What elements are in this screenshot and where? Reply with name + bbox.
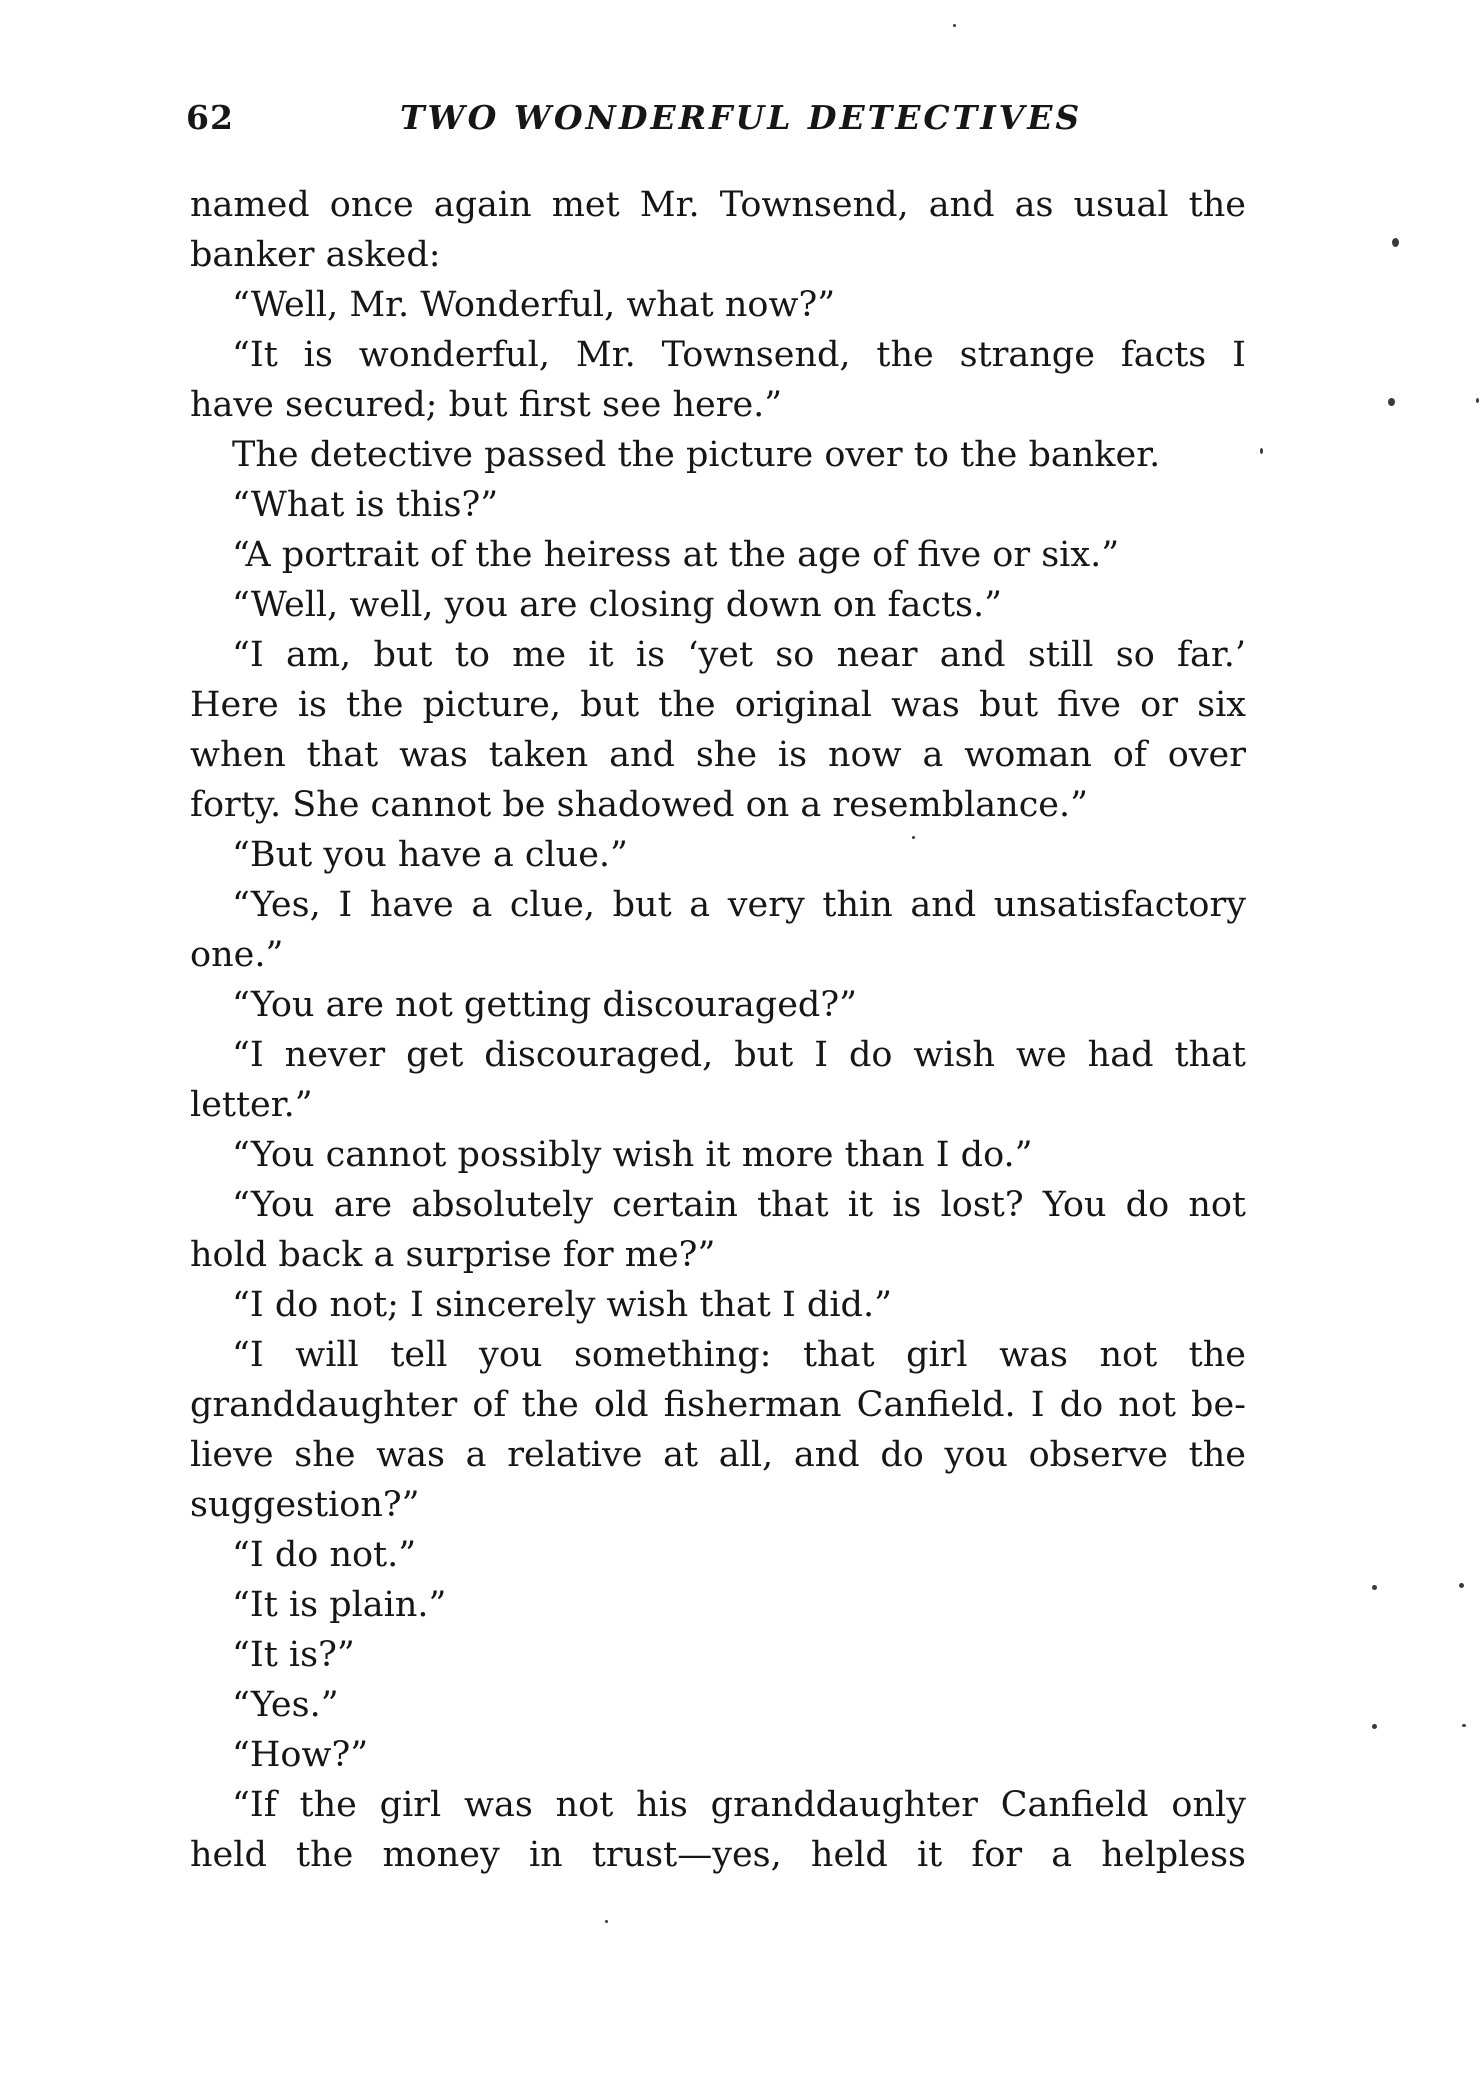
text-line: “You are absolutely certain that it is lost? You do not — [232, 1185, 1246, 1225]
text-line: letter.” — [190, 1085, 313, 1125]
text-line: “It is plain.” — [232, 1585, 447, 1625]
scan-speck — [1372, 1724, 1377, 1729]
text-line: forty. She cannot be shadowed on a resemblance.” — [190, 785, 1089, 825]
text-line: “A portrait of the heiress at the age of five or six.” — [232, 535, 1120, 575]
text-line: suggestion?” — [190, 1485, 420, 1525]
text-line: “You are not getting discouraged?” — [232, 985, 857, 1025]
text-line: have secured; but first see here.” — [190, 385, 783, 425]
scan-speck — [1388, 398, 1395, 406]
text-line: “I will tell you something: that girl was not the — [232, 1335, 1246, 1375]
text-line: hold back a surprise for me?” — [190, 1235, 716, 1275]
scan-speck — [605, 1920, 608, 1923]
scan-speck — [1476, 398, 1479, 403]
text-line: held the money in trust—yes, held it for a helpless — [190, 1835, 1246, 1875]
scan-speck — [912, 836, 915, 839]
text-line: “I do not; I sincerely wish that I did.” — [232, 1285, 892, 1325]
scan-speck — [1372, 1585, 1377, 1590]
text-line: “What is this?” — [232, 485, 499, 525]
text-line: Here is the picture, but the original was but five or six — [190, 685, 1246, 725]
scan-speck — [1459, 1583, 1464, 1588]
text-line: “If the girl was not his granddaughter Canfield only — [232, 1785, 1246, 1825]
text-line: “But you have a clue.” — [232, 835, 628, 875]
body-text — [190, 180, 1246, 1880]
text-line: named once again met Mr. Townsend, and as usual the — [190, 185, 1246, 225]
text-line: one.” — [190, 935, 284, 975]
text-line: “You cannot possibly wish it more than I do.” — [232, 1135, 1033, 1175]
text-line: granddaughter of the old fisherman Canfield. I do not be- — [190, 1385, 1246, 1425]
text-line: “I am, but to me it is ‘yet so near and still so far.’ — [232, 635, 1246, 675]
text-line: “Yes, I have a clue, but a very thin and unsatisfactory — [232, 885, 1246, 925]
text-line: “It is wonderful, Mr. Townsend, the strange facts I — [232, 335, 1246, 375]
text-line: when that was taken and she is now a woman of over — [190, 735, 1246, 775]
text-line: “I do not.” — [232, 1535, 417, 1575]
page-header — [186, 98, 1246, 148]
text-line: “I never get discouraged, but I do wish we had that — [232, 1035, 1246, 1075]
text-line: lieve she was a relative at all, and do you observe the — [190, 1435, 1246, 1475]
text-line: The detective passed the picture over to the banker. — [232, 435, 1161, 475]
scan-speck — [953, 24, 956, 27]
scan-speck — [1392, 238, 1399, 247]
scan-speck — [1462, 1724, 1466, 1727]
running-title: TWO WONDERFUL DETECTIVES — [400, 98, 1083, 137]
text-line: banker asked: — [190, 235, 441, 275]
text-line: “It is?” — [232, 1635, 355, 1675]
scan-speck — [1260, 448, 1263, 454]
text-line: “Well, Mr. Wonderful, what now?” — [232, 285, 836, 325]
text-line: “How?” — [232, 1735, 369, 1775]
page-number: 62 — [186, 98, 234, 137]
text-line: “Yes.” — [232, 1685, 339, 1725]
text-line: “Well, well, you are closing down on facts.” — [232, 585, 1002, 625]
